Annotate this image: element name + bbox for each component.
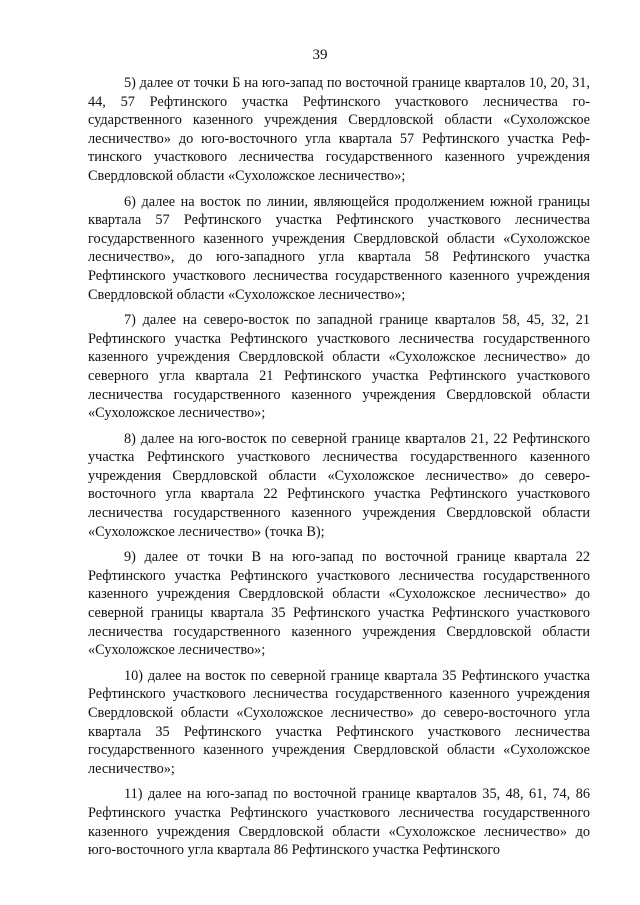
paragraph-6: 6) далее на восток по линии, являющейся продолжением южной границы квартала 57 Рефтинского участка Рефтинского участкового лесничества государственного казенного учреждения Свердловской области «Сухоложское лесничество», до юго-западного угла квартала 58 Рефтинского участка Рефтинского участкового лесничества государственного казенного учреждения Свердловской области «Сухоложское лесничество»; [88,193,590,303]
paragraph-9: 9) далее от точки В на юго-запад по восточной границе квартала 22 Рефтинского участка Рефтинского участкового лесничества государственного казенного учреждения Свердловской области «Сухоложское лесничество» до северной границы квартала 35 Рефтинского участка Рефтинского участкового лесничества государственного казенного учреждения Свердловской области «Сухоложское лесничество»; [88,549,590,659]
paragraph-5: 5) далее от точки Б на юго-запад по восточной границе кварталов 10, 20, 31, 44, 57 Рефтинского участка Рефтинского участкового лесничества государственного казенного учреждения Свердловской области «Сухоложское лесничество» до юго-восточного угла квартала 57 Рефтинского участка Рефтинского участкового лесничества государственного казенного учреждения Свердловской области «Сухоложское лесничество»; [88,75,590,184]
paragraph-8: 8) далее на юго-восток по северной границе кварталов 21, 22 Рефтинского участка Рефтинского участкового лесничества государственного казенного учреждения Свердловской области «Сухоложское лесничество» до северо-восточного угла квартала 22 Рефтинского участка Рефтинского участкового лесничества государственного казенного учреждения Свердловской области «Сухоложское лесничество» (точка В); [88,430,590,540]
paragraph-10: 10) далее на восток по северной границе квартала 35 Рефтинского участка Рефтинского участкового лесничества государственного казенного учреждения Свердловской области «Сухоложское лесничество» до северо-восточного угла квартала 35 Рефтинского участка Рефтинского участкового лесничества государственного казенного учреждения Свердловской области «Сухоложское лесничество»; [88,667,590,777]
page-number: 39 [312,47,328,63]
paragraph-7: 7) далее на северо-восток по западной границе кварталов 58, 45, 32, 21 Рефтинского участка Рефтинского участкового лесничества государственного казенного учреждения Свердловской области «Сухоложское лесничество» до северного угла квартала 21 Рефтинского участка Рефтинского участкового лесничества государственного казенного учреждения Свердловской области «Сухоложское лесничество»; [88,312,590,422]
paragraph-11: 11) далее на юго-запад по восточной границе кварталов 35, 48, 61, 74, 86 Рефтинского участка Рефтинского участкового лесничества государственного казенного учреждения Свердловской области «Сухоложское лесничество» до юго-восточного угла квартала 86 Рефтинского участка Рефтинского [88,786,590,859]
document-body [88,74,590,867]
